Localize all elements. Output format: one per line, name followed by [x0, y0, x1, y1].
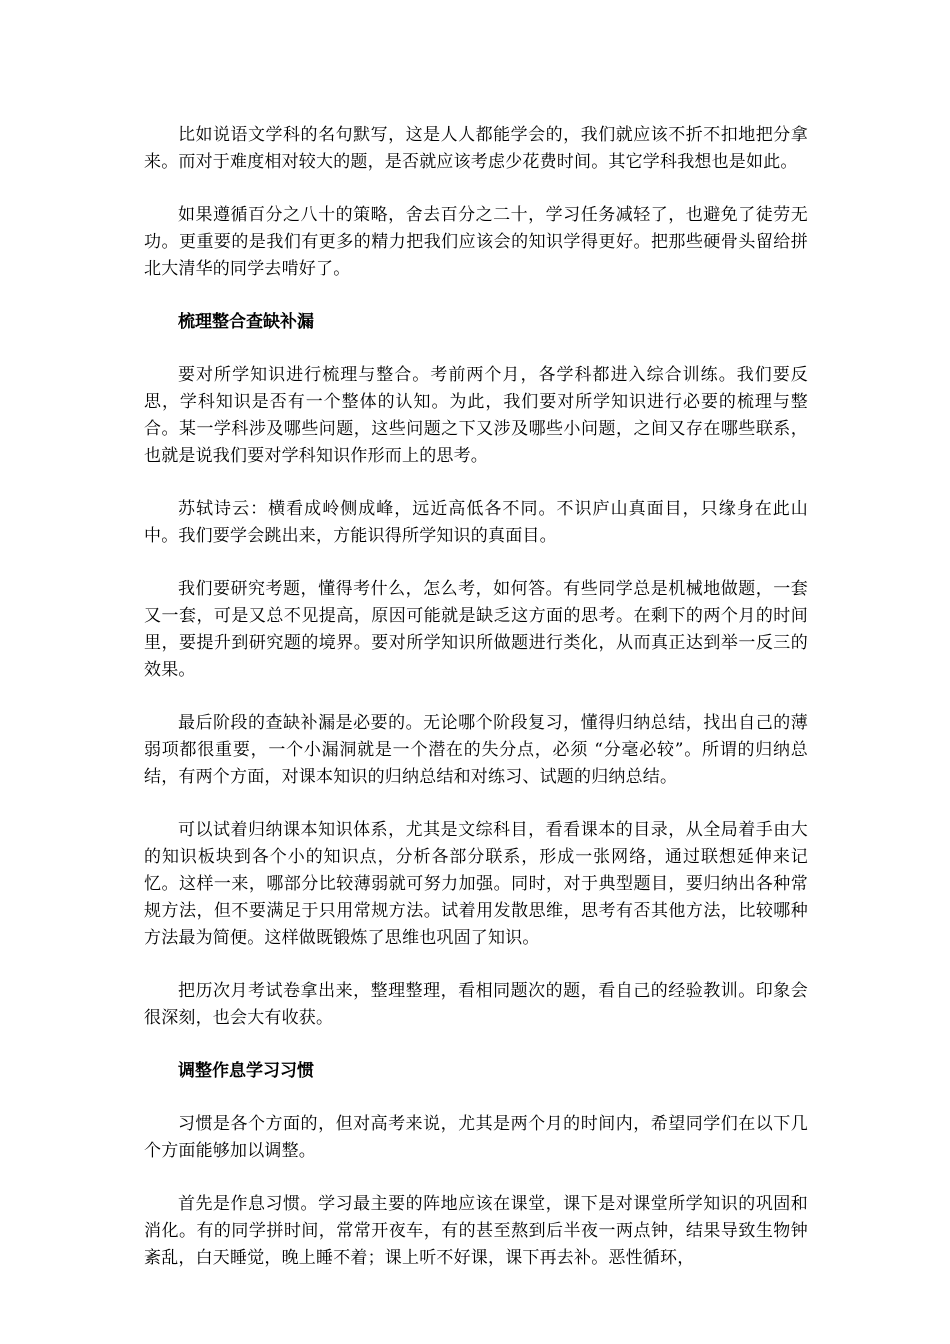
paragraph: 最后阶段的查缺补漏是必要的。无论哪个阶段复习，懂得归纳总结，找出自己的薄弱项都很重要，一个小漏洞就是一个潜在的失分点，必须 “分毫必较”。所谓的归纳总结，有两个方面，对课本知识的归纳总结和对练习、试题的归纳总结。: [144, 713, 808, 787]
paragraph: 要对所学知识进行梳理与整合。考前两个月，各学科都进入综合训练。我们要反思，学科知识是否有一个整体的认知。为此，我们要对所学知识进行必要的梳理与整合。某一学科涉及哪些问题，这些问题之下又涉及哪些小问题，之间又存在哪些联系，也就是说我们要对学科知识作形而上的思考。: [144, 365, 808, 466]
section-heading: 调整作息学习习惯: [178, 1061, 314, 1081]
paragraph: 如果遵循百分之八十的策略，舍去百分之二十，学习任务减轻了，也避免了徒劳无功。更重要的是我们有更多的精力把我们应该会的知识学得更好。把那些硬骨头留给拼北大清华的同学去啃好了。: [144, 205, 808, 279]
paragraph: 苏轼诗云：横看成岭侧成峰，远近高低各不同。不识庐山真面目，只缘身在此山中。我们要学会跳出来，方能识得所学知识的真面目。: [144, 499, 808, 546]
paragraph: 把历次月考试卷拿出来，整理整理，看相同题次的题，看自己的经验教训。印象会很深刻，也会大有收获。: [144, 981, 808, 1028]
paragraph: 可以试着归纳课本知识体系，尤其是文综科目，看看课本的目录，从全局着手由大的知识板块到各个小的知识点，分析各部分联系，形成一张网络，通过联想延伸来记忆。这样一来，哪部分比较薄弱就可努力加强。同时，对于典型题目，要归纳出各种常规方法，但不要满足于只用常规方法。试着用发散思维，思考有否其他方法，比较哪种方法最为简便。这样做既锻炼了思维也巩固了知识。: [144, 820, 808, 948]
paragraph: 比如说语文学科的名句默写，这是人人都能学会的，我们就应该不折不扣地把分拿来。而对于难度相对较大的题，是否就应该考虑少花费时间。其它学科我想也是如此。: [144, 125, 808, 172]
paragraph: 习惯是各个方面的，但对高考来说，尤其是两个月的时间内，希望同学们在以下几个方面能够加以调整。: [144, 1114, 808, 1161]
paragraph: 我们要研究考题，懂得考什么，怎么考，如何答。有些同学总是机械地做题，一套又一套，可是又总不见提高，原因可能就是缺乏这方面的思考。在剩下的两个月的时间里，要提升到研究题的境界。要对所学知识所做题进行类化，从而真正达到举一反三的效果。: [144, 579, 808, 680]
section-heading: 梳理整合查缺补漏: [178, 312, 314, 332]
paragraph: 首先是作息习惯。学习最主要的阵地应该在课堂，课下是对课堂所学知识的巩固和消化。有的同学拼时间，常常开夜车，有的甚至熬到后半夜一两点钟，结果导致生物钟紊乱，白天睡觉，晚上睡不着；课上听不好课，课下再去补。恶性循环，: [144, 1194, 808, 1268]
